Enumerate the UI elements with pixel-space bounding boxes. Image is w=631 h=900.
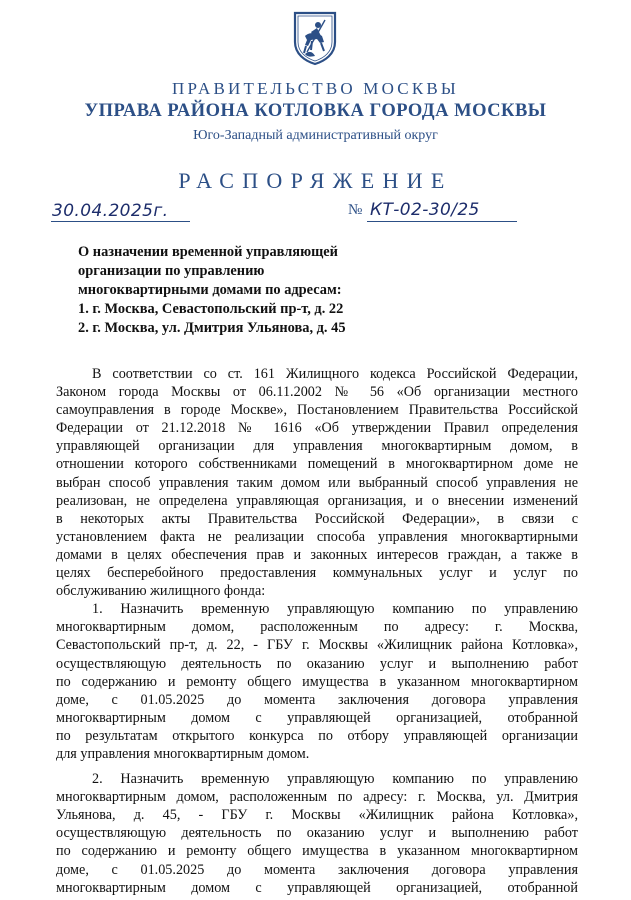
moscow-coat-of-arms-icon: [291, 10, 339, 66]
document-body: [56, 365, 578, 897]
body-line: по содержанию и ремонту общего имущества в указанном многоквартирном: [56, 843, 578, 860]
body-line: Федерации от 21.12.2018 № 1616 «Об утверждении Правил определения: [56, 420, 578, 437]
date-underline: [51, 221, 190, 222]
document-type-heading: РАСПОРЯЖЕНИЕ: [178, 168, 453, 193]
body-line: обслуживанию жилищного фонда:: [56, 583, 266, 600]
body-line: многоквартирным домом с управляющей организацией, отобранной: [56, 709, 578, 726]
body-line: осуществляющую деятельность по оказанию услуг и выполнению работ: [56, 825, 578, 842]
authority-heading: УПРАВА РАЙОНА КОТЛОВКА ГОРОДА МОСКВЫ: [84, 101, 547, 121]
body-line: домами в целях обеспечения прав и законных интересов граждан, а также в: [56, 546, 578, 563]
body-line: 2. Назначить временную управляющую компанию по управлению: [92, 771, 578, 788]
body-line: Севастопольский пр-т, д. 22, - ГБУ г. Москвы «Жилищник района Котловка»,: [56, 637, 578, 654]
number-underline: [367, 221, 517, 222]
body-line: самоуправления в городе Москве», Постановлением Правительства Российской: [56, 402, 578, 419]
body-line: установлением факта не реализации способа управления многоквартирными: [56, 528, 578, 545]
subject-line: 2. г. Москва, ул. Дмитрия Ульянова, д. 45: [78, 320, 346, 336]
body-line: реализован, не определена управляющая организация, и о внесении изменений: [56, 492, 578, 509]
body-line: по содержанию и ремонту общего имущества в указанном многоквартирном: [56, 673, 578, 690]
body-line: 1. Назначить временную управляющую компанию по управлению: [92, 601, 578, 618]
item-2-paragraph: [56, 770, 578, 897]
body-line: доме, с 01.05.2025 до момента заключения договора управления: [56, 691, 578, 708]
body-line: по результатам открытого конкурса по отбору управляющей организации: [56, 727, 578, 744]
paragraph-gap: [56, 763, 578, 770]
body-line: Законом города Москвы от 06.11.2002 № 56 «Об организации местного: [56, 384, 578, 401]
body-line: осуществляющую деятельность по оказанию услуг и выполнению работ: [56, 655, 578, 672]
subject-line: многоквартирными домами по адресам:: [78, 282, 342, 298]
subject-line: организации по управлению: [78, 263, 265, 279]
body-line: выбран способ управления таким домом или выбранный способ управления не: [56, 474, 578, 491]
subject-line: 1. г. Москва, Севастопольский пр-т, д. 22: [78, 301, 344, 317]
body-line: управляющей организации для управления многоквартирным домом, в: [56, 438, 578, 455]
government-heading: ПРАВИТЕЛЬСТВО МОСКВЫ: [172, 79, 459, 98]
subject-line: О назначении временной управляющей: [78, 244, 338, 260]
document-subject: [78, 243, 346, 338]
body-line: доме, с 01.05.2025 до момента заключения договора управления: [56, 861, 578, 878]
district-heading: Юго-Западный административный округ: [193, 128, 438, 143]
number-sign: №: [348, 202, 363, 218]
body-line: для управления многоквартирным домом.: [56, 745, 310, 762]
document-number: КТ-02-30/25: [370, 200, 480, 220]
body-line: В соответствии со ст. 161 Жилищного кодекса Российской Федерации,: [92, 366, 578, 382]
body-line: отношении которого собственниками помещений в многоквартирном доме не: [56, 456, 578, 473]
document-date: 30.04.2025г.: [52, 201, 169, 221]
body-line: многоквартирным домом, расположенным по адресу: г. Москва, ул. Дмитрия: [56, 789, 578, 806]
body-line: в некоторых акты Правительства Российской Федерации», в связи с: [56, 510, 578, 527]
body-line: Ульянова, д. 45, - ГБУ г. Москвы «Жилищник района Котловка»,: [56, 807, 578, 824]
body-line: целях бесперебойного предоставления коммунальных услуг и услуг по: [56, 565, 578, 582]
item-1-paragraph: [56, 600, 578, 763]
body-line: многоквартирным домом с управляющей организацией, отобранной: [56, 879, 578, 896]
preamble-paragraph: [56, 365, 578, 600]
body-line: многоквартирным домом, расположенным по адресу: г. Москва,: [56, 619, 578, 636]
